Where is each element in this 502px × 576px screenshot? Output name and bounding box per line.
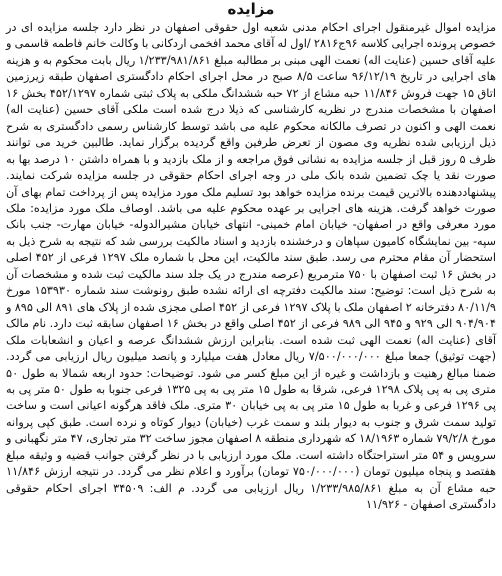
notice-title: مزایده bbox=[227, 0, 275, 18]
notice-body: مزایده اموال غیرمنقول اجرای احکام مدنی شعبه اول حقوقی اصفهان در نظر دارد جلسه مزایده ای در خصوص پرونده اجرایی کلاسه ۹۶ج۲۸۱۶ /اول له آقای محمد افخمی اردکانی با وکالت خانم فاطمه قاسمی و علیه آقای حسین (عنایت اله) نعمت الهی مبنی بر مطالبه مبلغ ۱/۲۳۳/۹۸۱/۸۶۱ ریال بابت محکوم به و هزینه های اجرایی در تاریخ ۹۶/۱۲/۱۹ ساعت ۸/۵ صبح در محل اجرای احکام دادگستری اصفهان طبقه زیرزمین اتاق ۱۵ جهت فروش ۱۱/۸۴۶ حبه مشاع از ۷۲ حبه ششدانگ ملکی به پلاک ثبتی شماره ۴۵۲/۱۲۹۷ بخش ۱۶ اصفهان با مشخصات مندرج در نظریه کارشناسی که ذیلا درج شده است ملکی آقای حسین (عنایت اله) نعمت الهی و اکنون در تصرف مالکانه محکوم علیه می باشد توسط کارشناس رسمی دادگستری به شرح ذیل ارزیابی شده نظریه وی مصون از تعرض طرفین واقع گردیده برگزار نماید. طالبین خرید می توانند ظرف ۵ روز قبل از جلسه مزایده به نشانی فوق مراجعه و از ملک بازدید و با همراه داشتن ۱۰ درصد بها به صورت نقد یا چک تضمین شده بانک ملی در وجه اجرای احکام حقوقی در جلسه مزایده شرکت نمایند. پیشنهاددهنده بالاترین قیمت برنده مزایده خواهد بود تسلیم ملک مورد مزایده پس از پرداخت تمام بهای آن صورت خواهد گرفت. هزینه های اجرایی بر عهده محکوم علیه می باشد. اوصاف ملک مورد مزایده: ملک مورد معرفی واقع در اصفهان- خیابان امام خمینی- انتهای خیابان مشیرالدوله- خیابان مهارت- جنب بانک سپه- بین نمایشگاه کامیون سپاهان و درخشنده بازدید و اسناد مالکیت بررسی شد که نتیجه به شرح ذیل به استحضار آن مقام محترم می رسد. طبق سند مالکیت، این محل با شماره ملک ۱۲۹۷ فرعی از ۴۵۲ اصلی در بخش ۱۶ ثبت اصفهان با ۷۵۰ مترمربع (عرصه مندرج در یک جلد سند مالکیت ثبت شده و مشخصات آن به شرح ذیل است: توضیح: سند مالکیت دفترچه ای ارائه نشده طبق رونوشت سند شماره ۱۵۳۹۳۰ مورخ ۸۰/۱۱/۹ دفترخانه ۲ اصفهان ملک با پلاک ۱۲۹۷ فرعی از ۴۵۲ اصلی مجزی شده از پلاک های ۸۹۱ الی ۸۹۵ و ۹۰۴/۹۰۴ الی ۹۲۹ و ۹۴۵ الی ۹۸۹ فرعی از ۴۵۲ اصلی واقع در بخش ۱۶ اصفهان سابقه ثبت دارد. نام مالک آقای (عنایت اله) نعمت الهی ثبت شده است. بنابراین ارزش ششدانگ عرصه و اعیان و انشعابات ملک (جهت توثیق) جمعا مبلغ ۷/۵۰۰/۰۰۰/۰۰۰ ریال معادل هفت میلیارد و پانصد میلیون ریال ارزیابی می گردد. ضمنا مبالغ رهنیت و بازداشت و غیره از این مبلغ کسر می شود. توضیحات: حدود اربعه شمالا به طول ۵۰ متری پی به پی پلاک ۱۲۹۸ فرعی، شرقا به طول ۱۵ متر پی به پی ۱۳۲۵ فرعی جنوبا به طول ۵۰ متر پی به پی ۱۲۹۶ فرعی و غربا به طول ۱۵ متر پی به پی خیابان ۳۰ متری. ملک فاقد هرگونه اعیانی است و ساخت تولید سمت شرق و جنوب به دیوار بلند و سمت غرب (خیابان) دیوار کوتاه و نرده است. طبق کپی پروانه مورخ ۷۹/۲/۸ شماره ۱۸/۱۹۶۳ که شهرداری منطقه ۸ اصفهان مجوز ساخت ۳۲ متر تجاری، ۴۷ متر نگهبانی و سرویس و ۵۴ متر استراحتگاه داشته است. ملک مورد ارزیابی با در نظر گرفتن جوانب قضیه و وثیقه مبلغ هفتصد و پنجاه میلیون تومان (۷۵۰/۰۰۰/۰۰۰ تومان) برآورد و اعلام نظر می گردد. در نتیجه ارزش ۱۱/۸۴۶ حبه مشاع آن به مبلغ ۱/۲۳۳/۹۸۵/۸۶۱ ریال ارزیابی می گردد. م الف: ۳۴۵۰۹ اجرای احکام حقوقی دادگستری اصفهان - ۱۱/۹۲۶ bbox=[6, 21, 497, 512]
